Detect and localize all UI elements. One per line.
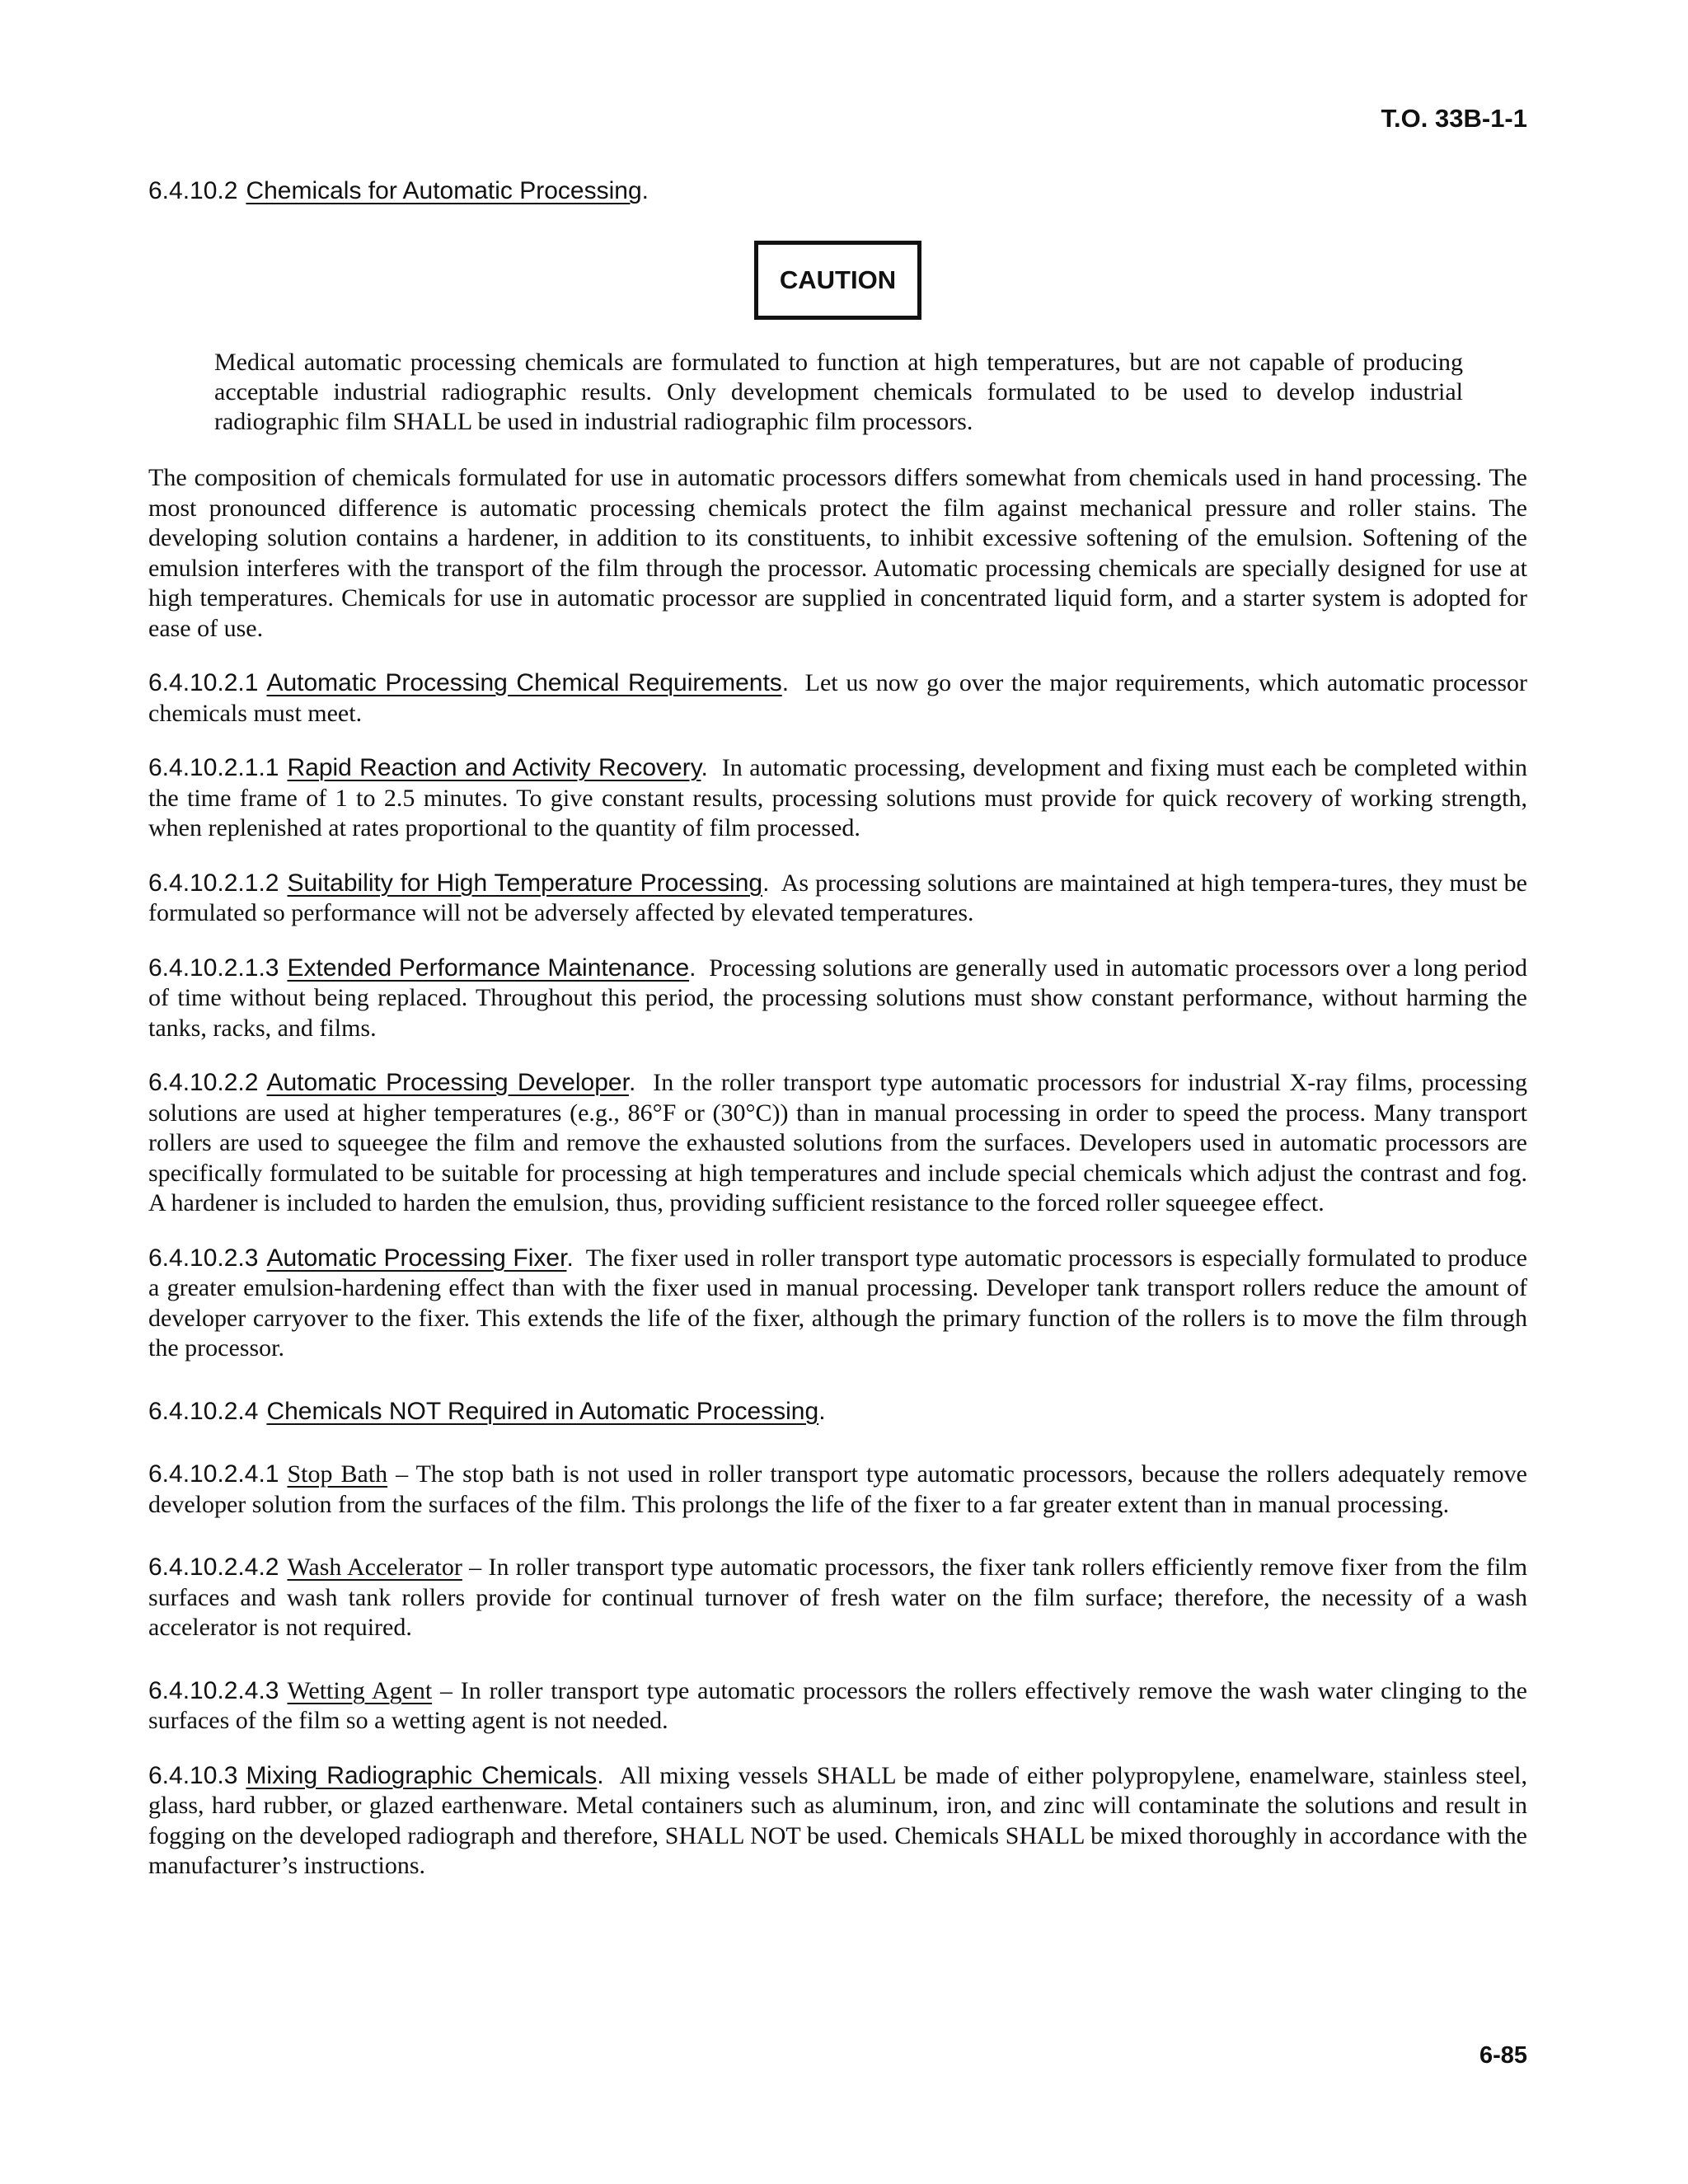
section-6-4-10-2-2: 6.4.10.2.2 Automatic Processing Developer. In the roller transport type automatic processors for industrial X-ray films, processing solutions are used at higher temperatures (e.g., 86°F or (30°C)) than in manual processing in order to speed the process. Many transport rollers are used to squeegee the film and remove the exhausted solutions from the surfaces. Developers used in automatic processors are specifically formulated to be suitable for processing at high temperatures and include special chemicals which adjust the contrast and fog. A hardener is included to harden the emulsion, thus, providing sufficient resistance to the forced roller squeegee effect. [148, 1069, 1527, 1216]
section-6-4-10-2-4-2: 6.4.10.2.4.2 Wash Accelerator – In roller transport type automatic processors, the fixer tank rollers efficiently remove fixer from the film surfaces and wash tank rollers provide for continual turnover of fresh water on the film surface; therefore, the necessity of a wash accelerator is not required. [148, 1554, 1528, 1641]
section-text: The stop bath is not used in roller transport type automatic processors, because the rollers adequately remove developer solution from the surfaces of the film. This prolongs the life of the fixer to a far greater extent than in manual processing. [148, 1460, 1527, 1518]
section-title: Wash Accelerator [287, 1554, 462, 1581]
section-text: All mixing vessels SHALL be made of either polypropylene, enamelware, stainless steel, glass, hard rubber, or glazed earthenware. Metal containers such as aluminum, iron, and zinc will contaminate the solutions and result in fogging on the developed radiograph and therefore, SHALL NOT be used. Chemicals SHALL be mixed thoroughly in accordance with the manufacturer’s instructions. [148, 1761, 1527, 1879]
section-text: Processing solutions are generally used in automatic processors over a long period of time without being replaced. Throughout this period, the processing solutions must show constant performance, without harming the tanks, racks, and films. [148, 954, 1528, 1042]
section-6-4-10-2-3: 6.4.10.2.3 Automatic Processing Fixer. The fixer used in roller transport type automatic processors is especially formulated to produce a greater emulsion-hardening effect than with the fixer used in manual processing. Developer tank transport rollers reduce the amount of developer carryover to the fixer. This extends the life of the fixer, although the primary function of the rollers is to move the film through the processor. [148, 1244, 1527, 1361]
section-6-4-10-2-4-1: 6.4.10.2.4.1 Stop Bath – The stop bath is not used in roller transport type automatic processors, because the rollers adequately remove developer solution from the surfaces of the film. This prolongs the life of the fixer to a far greater extent than in manual processing. [148, 1460, 1527, 1518]
section-number: 6.4.10.2.2 [148, 1069, 259, 1096]
section-title: Suitability for High Temperature Processing [287, 869, 763, 897]
section-number: 6.4.10.3 [148, 1761, 238, 1789]
section-title: Stop Bath [287, 1460, 388, 1488]
section-heading: 6.4.10.2 Chemicals for Automatic Processing. [148, 177, 649, 204]
section-number: 6.4.10.2.1.3 [148, 954, 279, 982]
section-6-4-10-2-4: 6.4.10.2.4 Chemicals NOT Required in Automatic Processing. [148, 1397, 826, 1425]
document-id: T.O. 33B-1-1 [1381, 104, 1527, 133]
section-title: Rapid Reaction and Activity Recovery [287, 754, 701, 781]
section-number: 6.4.10.2.1 [148, 669, 259, 696]
page-content [148, 176, 1527, 1906]
section-number: 6.4.10.2.3 [148, 1244, 259, 1272]
section-title: Chemicals for Automatic Processing [246, 177, 642, 204]
caution-box-wrap [148, 241, 1527, 320]
section-text: The fixer used in roller transport type automatic processors is especially formulated to produce a greater emulsion-hardening effect than with the fixer used in manual processing. Developer tank transport rollers reduce the amount of developer carryover to the fixer. This extends the life of the fixer, although the primary function of the rollers is to move the film through the processor. [148, 1244, 1527, 1361]
section-text: As processing solutions are maintained at high tempera-tures, they must be formulated so performance will not be adversely affected by elevated temperatures. [148, 869, 1527, 926]
section-number: 6.4.10.2.4.3 [148, 1676, 279, 1704]
section-title: Automatic Processing Chemical Requirements [266, 669, 782, 696]
section-title: Wetting Agent [287, 1676, 433, 1704]
section-6-4-10-2-1-1: 6.4.10.2.1.1 Rapid Reaction and Activity Recovery. In automatic processing, development and fixing must each be completed within the time frame of 1 to 2.5 minutes. To give constant results, processing solutions must provide for quick recovery of working strength, when replenished at rates proportional to the quantity of film processed. [148, 754, 1527, 841]
section-title: Extended Performance Maintenance [287, 954, 690, 982]
section-number: 6.4.10.2.4.2 [148, 1554, 279, 1581]
section-number: 6.4.10.2.1.2 [148, 869, 279, 897]
section-number: 6.4.10.2.4 [148, 1397, 259, 1425]
section-6-4-10-2-1-2: 6.4.10.2.1.2 Suitability for High Temperature Processing. As processing solutions are maintained at high tempera-tures, they must be formulated so performance will not be adversely affected by elevated temperatures. [148, 869, 1527, 926]
section-6-4-10-2-4-3: 6.4.10.2.4.3 Wetting Agent – In roller transport type automatic processors the rollers effectively remove the wash water clinging to the surfaces of the film so a wetting agent is not needed. [148, 1676, 1527, 1734]
section-title: Chemicals NOT Required in Automatic Processing [266, 1397, 819, 1425]
section-number: 6.4.10.2.1.1 [148, 754, 279, 781]
section-number: 6.4.10.2 [148, 177, 238, 204]
section-text: Let us now go over the major requirements, which automatic processor chemicals must meet. [148, 669, 1527, 727]
caution-text: Medical automatic processing chemicals are formulated to function at high temperatures, but are not capable of producing acceptable industrial radiographic results. Only development chemicals formulated to be used to develop industrial radiographic film SHALL be used in industrial radiographic film processors. [214, 349, 1463, 435]
section-text: In automatic processing, development and fixing must each be completed within the time frame of 1 to 2.5 minutes. To give constant results, processing solutions must provide for quick recovery of working strength, when replenished at rates proportional to the quantity of film processed. [148, 754, 1527, 841]
section-number: 6.4.10.2.4.1 [148, 1460, 279, 1488]
section-6-4-10-2-1: 6.4.10.2.1 Automatic Processing Chemical Requirements. Let us now go over the major requirements, which automatic processor chemicals must meet. [148, 669, 1527, 727]
intro-paragraph: The composition of chemicals formulated for use in automatic processors differs somewhat from chemicals used in hand processing. The most pronounced difference is automatic processing chemicals protect the film against mechanical pressure and roller stains. The developing solution contains a hardener, in addition to its constituents, to inhibit excessive softening of the emulsion. Softening of the emulsion interferes with the transport of the film through the processor. Automatic processing chemicals are specially designed for use at high temperatures. Chemicals for use in automatic processor are supplied in concentrated liquid form, and a starter system is adopted for ease of use. [148, 464, 1527, 642]
section-text: In roller transport type automatic processors the rollers effectively remove the wash water clinging to the surfaces of the film so a wetting agent is not needed. [148, 1676, 1527, 1734]
section-text: In the roller transport type automatic processors for industrial X-ray films, processing solutions are used at higher temperatures (e.g., 86°F or (30°C)) than in manual processing in order to speed the process. Many transport rollers are used to squeegee the film and remove the exhausted solutions from the surfaces. Developers used in automatic processors are specifically formulated to be suitable for processing at high temperatures and include special chemicals which adjust the contrast and fog. A hardener is included to harden the emulsion, thus, providing sufficient resistance to the forced roller squeegee effect. [148, 1069, 1527, 1216]
caution-label: CAUTION [754, 241, 921, 320]
section-text: In roller transport type automatic processors, the fixer tank rollers efficiently remove fixer from the film surfaces and wash tank rollers provide for continual turnover of fresh water on the film surface; therefore, the necessity of a wash accelerator is not required. [148, 1554, 1528, 1641]
section-6-4-10-2-1-3: 6.4.10.2.1.3 Extended Performance Maintenance. Processing solutions are generally used in automatic processors over a long period of time without being replaced. Throughout this period, the processing solutions must show constant performance, without harming the tanks, racks, and films. [148, 954, 1528, 1042]
section-title: Automatic Processing Fixer [266, 1244, 567, 1272]
section-6-4-10-3: 6.4.10.3 Mixing Radiographic Chemicals. All mixing vessels SHALL be made of either polypropylene, enamelware, stainless steel, glass, hard rubber, or glazed earthenware. Metal containers such as aluminum, iron, and zinc will contaminate the solutions and result in fogging on the developed radiograph and therefore, SHALL NOT be used. Chemicals SHALL be mixed thoroughly in accordance with the manufacturer’s instructions. [148, 1761, 1527, 1879]
section-title: Automatic Processing Developer [266, 1069, 629, 1096]
section-title: Mixing Radiographic Chemicals [246, 1761, 598, 1789]
page-number: 6-85 [1479, 2042, 1527, 2069]
